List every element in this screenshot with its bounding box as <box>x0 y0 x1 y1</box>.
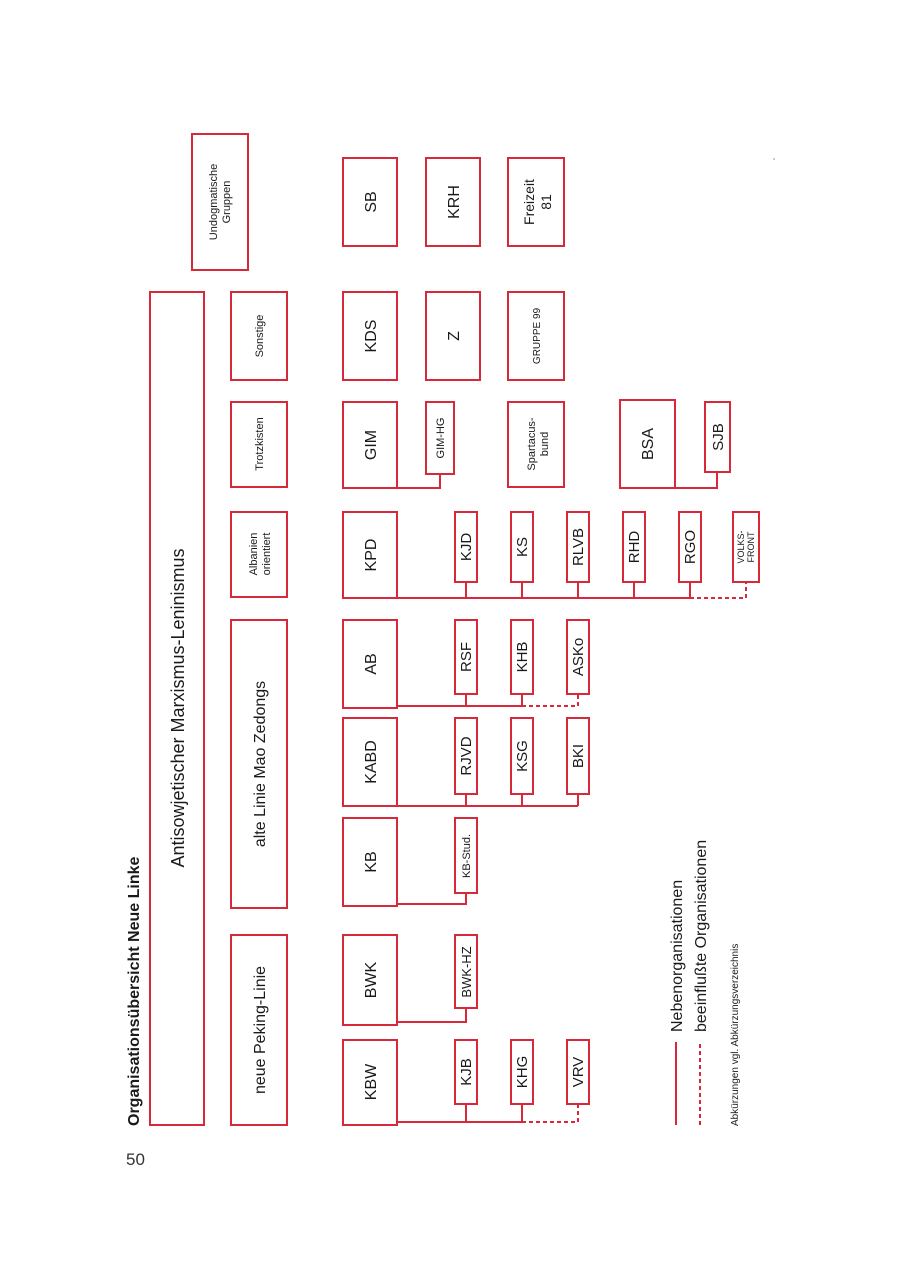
page-number: 50 <box>126 1150 145 1169</box>
org-kds-label: KDS <box>363 319 380 353</box>
org-sjb-label: SJB <box>710 423 727 451</box>
category-trotzkisten-label: Trotzkisten <box>254 417 266 471</box>
org-gruppe99-label: GRUPPE 99 <box>532 307 543 365</box>
org-bsa-label: BSA <box>640 427 657 461</box>
connector-bwk-hz <box>397 1008 466 1022</box>
org-ksg-label: KSG <box>514 740 531 772</box>
category-undogmatisch-label-2: Gruppen <box>221 180 233 224</box>
dashed-connector-volksfront <box>690 582 746 598</box>
category-mao-label: alte Linie Mao Zedongs <box>252 680 269 848</box>
org-ab-label: AB <box>363 653 380 675</box>
category-albanien-label-1: Albanien <box>248 532 260 576</box>
org-rsf-label: RSF <box>458 642 475 672</box>
legend-solid-label: Nebenorganisationen <box>669 879 686 1032</box>
category-albanien-label-2: orientiert <box>261 532 273 576</box>
org-freizeit-label-2: 81 <box>538 194 554 210</box>
org-vrv-label: VRV <box>570 1056 587 1088</box>
org-kjb-label: KJB <box>458 1058 475 1086</box>
org-kbw-label: KBW <box>363 1063 380 1101</box>
org-volksfront-label-2: FRONT <box>746 531 756 563</box>
org-ks-label: KS <box>514 536 531 558</box>
category-undogmatisch-box <box>192 134 248 270</box>
connector-kb-stud <box>397 893 466 904</box>
main-header-label: Antisowjetischer Marxismus-Leninismus <box>168 548 188 868</box>
org-rlvb-label: RLVB <box>570 527 587 567</box>
org-kjd-label: KJD <box>458 532 475 562</box>
org-spartacus-label-1: Spartacus- <box>526 417 538 471</box>
org-rhd-label: RHD <box>626 530 643 564</box>
org-khb-label: KHB <box>514 641 531 673</box>
org-freizeit-label-1: Freizeit <box>521 179 537 225</box>
category-undogmatisch-label-1: Undogmatische <box>208 163 220 241</box>
org-kpd-label: KPD <box>363 538 380 572</box>
org-bki-label: BKI <box>570 743 587 769</box>
org-z-label: Z <box>446 331 463 341</box>
org-rjvd-label: RJVD <box>458 736 475 776</box>
org-khg-label: KHG <box>514 1055 531 1089</box>
org-rgo-label: RGO <box>682 529 699 565</box>
org-spartacus-label-2: bund <box>539 431 551 457</box>
org-krh-label: KRH <box>446 185 463 219</box>
org-sb-label: SB <box>363 191 380 213</box>
org-gim-label: GIM <box>363 429 380 461</box>
dashed-connector-vrv <box>522 1104 578 1122</box>
org-gim-hg-label: GIM-HG <box>435 417 447 459</box>
org-bwk-hz-label: BWK-HZ <box>459 946 474 998</box>
dashed-connector-asko <box>522 694 578 706</box>
category-peking-label: neue Peking-Linie <box>252 965 269 1095</box>
org-volksfront-label-1: VOLKS- <box>736 530 746 564</box>
connector-gim-hg <box>397 474 440 488</box>
legend-dashed-label: beeinflußte Organisationen <box>693 839 710 1032</box>
org-kabd-label: KABD <box>363 740 380 784</box>
org-kb-stud-label: KB-Stud. <box>461 833 473 879</box>
org-kb-label: KB <box>363 851 380 873</box>
diagram-title: Organisationsübersicht Neue Linke <box>126 856 143 1126</box>
legend-note: Abkürzungen vgl. Abkürzungsverzeichnis <box>730 943 741 1126</box>
connector-sjb <box>675 472 717 488</box>
org-asko-label: ASKo <box>570 637 587 677</box>
org-bwk-label: BWK <box>363 961 380 999</box>
category-sonstige-label: Sonstige <box>254 314 266 358</box>
